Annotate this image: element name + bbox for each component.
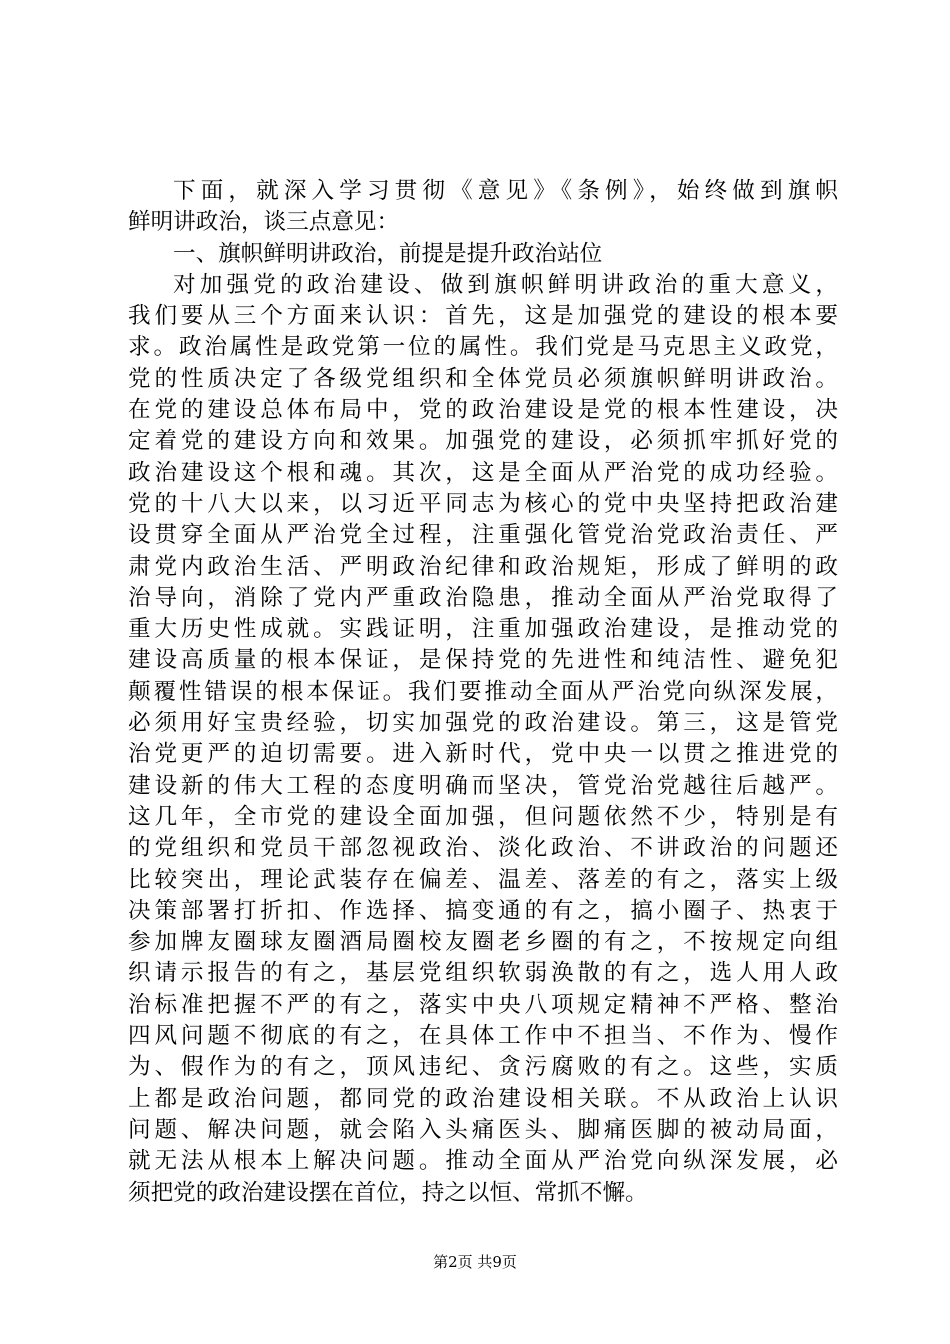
- text-line: 必须用好宝贵经验，切实加强党的政治建设。第三，这是管党: [128, 710, 838, 737]
- page-number-footer: 第2页 共9页: [433, 1253, 517, 1271]
- text-line: 问题、解决问题，就会陷入头痛医头、脚痛医脚的被动局面，: [128, 1116, 838, 1143]
- text-line: 就无法从根本上解决问题。推动全面从严治党向纵深发展，必: [128, 1148, 838, 1175]
- text-line: 须把党的政治建设摆在首位，持之以恒、常抓不懈。: [128, 1179, 648, 1206]
- text-line: 政治建设这个根和魂。其次，这是全面从严治党的成功经验。: [128, 459, 838, 486]
- text-line: 定着党的建设方向和效果。加强党的建设，必须抓牢抓好党的: [128, 428, 838, 455]
- text-line: 对加强党的政治建设、做到旗帜鲜明讲政治的重大意义，: [173, 271, 838, 298]
- text-line: 参加牌友圈球友圈酒局圈校友圈老乡圈的有之，不按规定向组: [128, 929, 838, 956]
- text-line: 下面，就深入学习贯彻《意见》《条例》，始终做到旗帜: [173, 178, 838, 204]
- text-line: 设贯穿全面从严治党全过程，注重强化管党治党政治责任、严: [128, 522, 838, 549]
- text-line: 织请示报告的有之，基层党组织软弱涣散的有之，选人用人政: [128, 960, 838, 987]
- text-line: 四风问题不彻底的有之，在具体工作中不担当、不作为、慢作: [128, 1023, 838, 1050]
- section-heading: 一、旗帜鲜明讲政治，前提是提升政治站位: [173, 240, 603, 267]
- text-line: 在党的建设总体布局中，党的政治建设是党的根本性建设，决: [128, 397, 838, 424]
- text-line: 党的性质决定了各级党组织和全体党员必须旗帜鲜明讲政治。: [128, 365, 838, 392]
- text-line: 的党组织和党员干部忽视政治、淡化政治、不讲政治的问题还: [128, 835, 838, 862]
- text-line: 为、假作为的有之，顶风违纪、贪污腐败的有之。这些，实质: [128, 1054, 838, 1081]
- text-line: 肃党内政治生活、严明政治纪律和政治规矩，形成了鲜明的政: [128, 553, 838, 580]
- text-line: 颠覆性错误的根本保证。我们要推动全面从严治党向纵深发展，: [128, 678, 838, 705]
- document-body: [128, 176, 838, 1209]
- text-line: 比较突出，理论武装存在偏差、温差、落差的有之，落实上级: [128, 866, 838, 893]
- text-line: 治标准把握不严的有之，落实中央八项规定精神不严格、整治: [128, 991, 838, 1018]
- text-line: 党的十八大以来，以习近平同志为核心的党中央坚持把政治建: [128, 490, 838, 517]
- text-line: 重大历史性成就。实践证明，注重加强政治建设，是推动党的: [128, 616, 838, 643]
- text-line: 治导向，消除了党内严重政治隐患，推动全面从严治党取得了: [128, 584, 838, 611]
- text-line: 这几年，全市党的建设全面加强，但问题依然不少，特别是有: [128, 803, 838, 830]
- text-line: 建设新的伟大工程的态度明确而坚决，管党治党越往后越严。: [128, 772, 838, 799]
- text-line: 求。政治属性是政党第一位的属性。我们党是马克思主义政党，: [128, 334, 838, 361]
- text-line: 上都是政治问题，都同党的政治建设相关联。不从政治上认识: [128, 1085, 838, 1112]
- text-line: 鲜明讲政治，谈三点意见：: [128, 209, 400, 236]
- text-line: 我们要从三个方面来认识：首先，这是加强党的建设的根本要: [128, 303, 838, 330]
- text-line: 决策部署打折扣、作选择、搞变通的有之，搞小圈子、热衷于: [128, 897, 838, 924]
- text-line: 治党更严的迫切需要。进入新时代，党中央一以贯之推进党的: [128, 741, 838, 768]
- text-line: 建设高质量的根本保证，是保持党的先进性和纯洁性、避免犯: [128, 647, 838, 674]
